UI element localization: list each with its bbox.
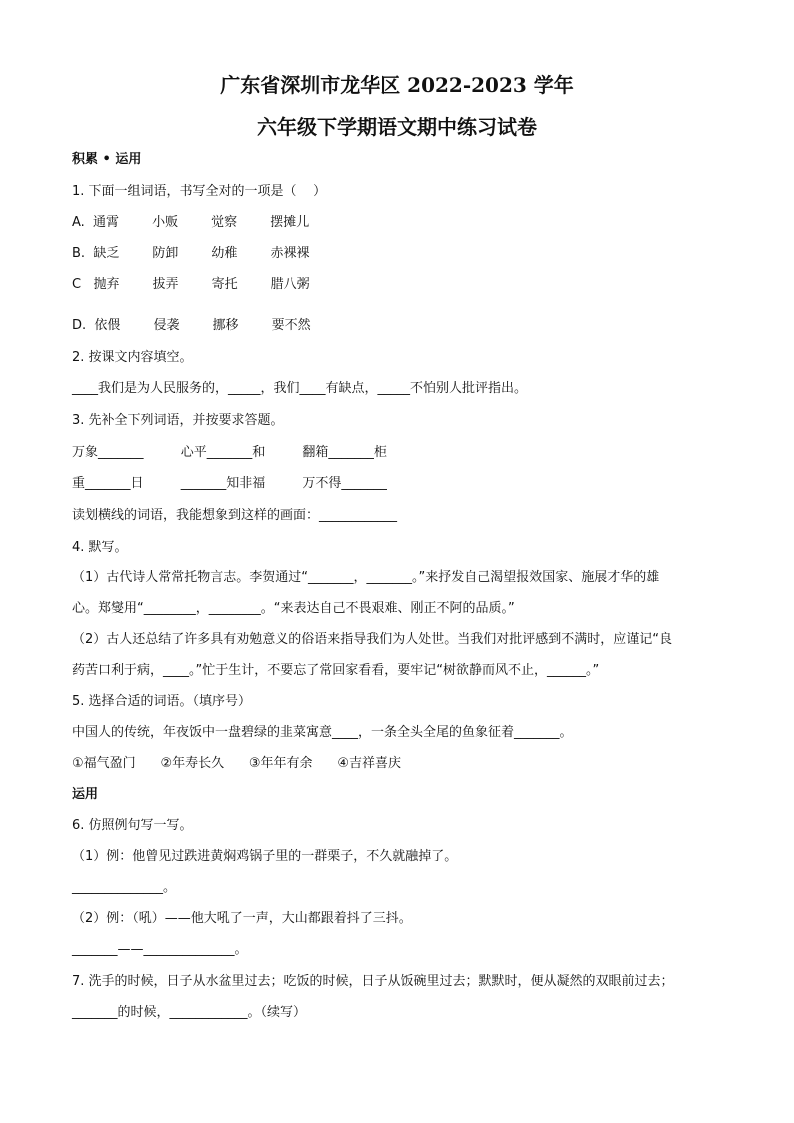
question-2-stem: 2. 按课文内容填空。	[72, 350, 193, 365]
question-5-sentence: 中国人的传统，年夜饭中一盘碧绿的韭菜寓意____，一条全头全尾的鱼象征着_______。	[72, 725, 573, 740]
question-6-answer-line-1: ______________。	[72, 880, 177, 895]
document-title-line-2: 六年级下学期语文期中练习试卷	[257, 115, 537, 139]
document-title-line-1: 广东省深圳市龙华区 2022-2023 学年	[220, 73, 574, 97]
option-d: D. 依偎 侵袭 挪移 要不然	[72, 318, 311, 333]
question-7-continue-line: _______的时候，____________。（续写）	[72, 1005, 307, 1020]
question-6-example-1: （1）例：他曾见过跌进黄焖鸡锅子里的一群栗子，不久就融掉了。	[72, 849, 458, 864]
question-4-part-1-line-2: 心。郑燮用“________，________。“来表达自己不畏艰难、刚正不阿的品质。”	[72, 601, 515, 616]
question-6-example-2: （2）例：（吼）——他大吼了一声，大山都跟着抖了三抖。	[72, 911, 412, 926]
question-3-words-row-1: 万象_______ 心平_______和 翻箱_______柜	[72, 445, 387, 460]
question-6-stem: 6. 仿照例句写一写。	[72, 818, 193, 833]
question-5-stem: 5. 选择合适的词语。（填序号）	[72, 694, 252, 709]
question-2-blank-line: ____我们是为人民服务的，_____，我们____有缺点，_____不怕别人批评指出。	[72, 381, 528, 396]
question-6-answer-line-2: _______——______________。	[72, 942, 248, 957]
section-heading-yunyong: 运用	[72, 787, 99, 802]
option-a: A. 通霄 小贩 觉察 摆摊儿	[72, 215, 310, 230]
question-7-stem: 7. 洗手的时候，日子从水盆里过去；吃饭的时候，日子从饭碗里过去；默默时，便从凝然的双眼前过去；	[72, 974, 674, 989]
question-4-stem: 4. 默写。	[72, 540, 128, 555]
section-heading-jilei: 积累 • 运用	[72, 152, 142, 167]
question-1-stem: 1. 下面一组词语，书写全对的一项是（ ）	[72, 184, 327, 199]
option-b: B. 缺乏 防卸 幼稚 赤裸裸	[72, 246, 310, 261]
question-4-part-2-line-1: （2）古人还总结了许多具有劝勉意义的俗语来指导我们为人处世。当我们对批评感到不满时，应谨记“良	[72, 632, 673, 647]
question-3-words-row-2: 重_______日 _______知非福 万不得_______	[72, 476, 387, 491]
question-3-imagine: 读划横线的词语，我能想象到这样的画面：____________	[72, 508, 398, 523]
option-c: C 抛弃 拔弄 寄托 腊八粥	[72, 277, 310, 292]
question-4-part-2-line-2: 药苦口利于病，____。”忙于生计，不要忘了常回家看看，要牢记“树欲静而风不止，______。”	[72, 663, 600, 678]
question-4-part-1-line-1: （1）古代诗人常常托物言志。李贺通过“_______，_______。”来抒发自己渴望报效国家、施展才华的雄	[72, 570, 660, 585]
question-5-choices: ①福气盈门 ②年寿长久 ③年年有余 ④吉祥喜庆	[72, 756, 401, 771]
question-3-stem: 3. 先补全下列词语，并按要求答题。	[72, 413, 284, 428]
